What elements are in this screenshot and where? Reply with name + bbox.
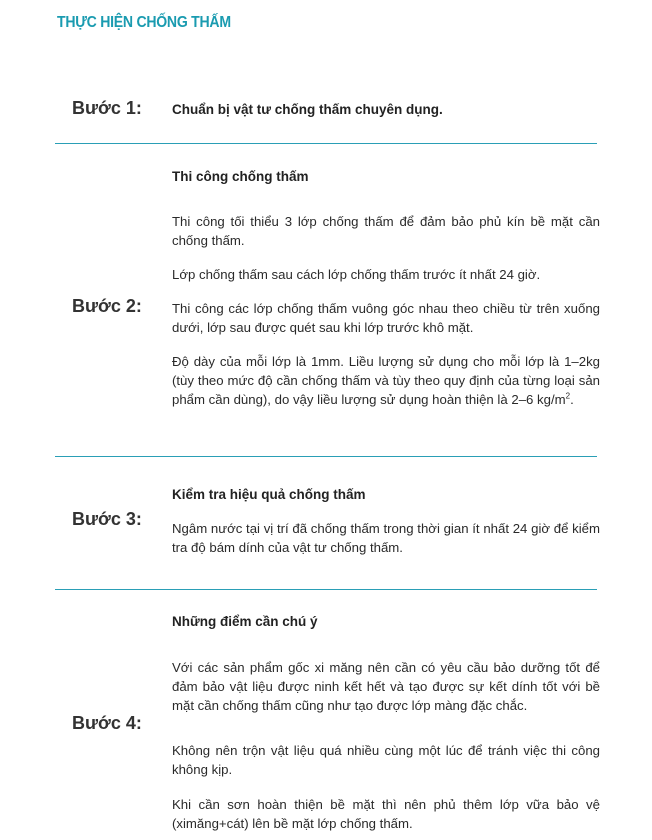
step-1-heading: Chuẩn bị vật tư chống thấm chuyên dụng. [172, 102, 443, 117]
step-3-label: Bước 3: [72, 509, 142, 529]
step-2-paragraph-3: Thi công các lớp chống thấm vuông góc nhau theo chiều từ trên xuống dưới, lớp sau được quét sau khi lớp trước khô mặt. [172, 301, 600, 335]
step-4-paragraph-2: Không nên trộn vật liệu quá nhiều cùng một lúc để tránh việc thi công không kịp. [172, 743, 600, 777]
step-2-paragraph-1: Thi công tối thiểu 3 lớp chống thấm để đảm bảo phủ kín bề mặt cần chống thấm. [172, 214, 600, 248]
divider [55, 589, 597, 590]
step-4-paragraph-3: Khi cần sơn hoàn thiện bề mặt thì nên phủ thêm lớp vữa bảo vệ (ximăng+cát) lên bề mặt lớp chống thấm. [172, 797, 600, 831]
step-2-paragraph-2: Lớp chống thấm sau cách lớp chống thấm trước ít nhất 24 giờ. [172, 267, 541, 282]
step-2-paragraph-4 [172, 352, 600, 409]
step-2-heading: Thi công chống thấm [172, 169, 309, 184]
step-3-paragraph-1: Ngâm nước tại vị trí đã chống thấm trong thời gian ít nhất 24 giờ để kiểm tra độ bám dính của vật tư chống thấm. [172, 521, 600, 555]
page-title: THỰC HIỆN CHỐNG THẤM [57, 14, 231, 31]
step-2-paragraph-4-text: Độ dày của mỗi lớp là 1mm. Liều lượng sử dụng cho mỗi lớp là 1–2kg (tùy theo mức độ cần chống thấm và tùy theo quy định của từng loại sản phẩm cần dùng), do vậy liều lượng sử dụng hoàn thiện là 2–6 kg/m [172, 354, 600, 407]
unit-superscript: 2 [565, 391, 571, 401]
step-1-label: Bước 1: [72, 98, 142, 118]
step-3-heading: Kiểm tra hiệu quả chống thấm [172, 487, 366, 502]
step-4-heading: Những điểm cần chú ý [172, 614, 318, 629]
divider [55, 143, 597, 144]
divider [55, 456, 597, 457]
unit-suffix: . [570, 392, 574, 407]
step-4-paragraph-1: Với các sản phẩm gốc xi măng nên cần có yêu cầu bảo dưỡng tốt để đảm bảo vật liệu được ninh kết hết và tạo được sự kết dính tốt với bề mặt cần chống thấm cũng như tạo được lớp màng đặc chắc. [172, 660, 600, 713]
step-4-label: Bước 4: [72, 713, 142, 733]
step-2-label: Bước 2: [72, 296, 142, 316]
